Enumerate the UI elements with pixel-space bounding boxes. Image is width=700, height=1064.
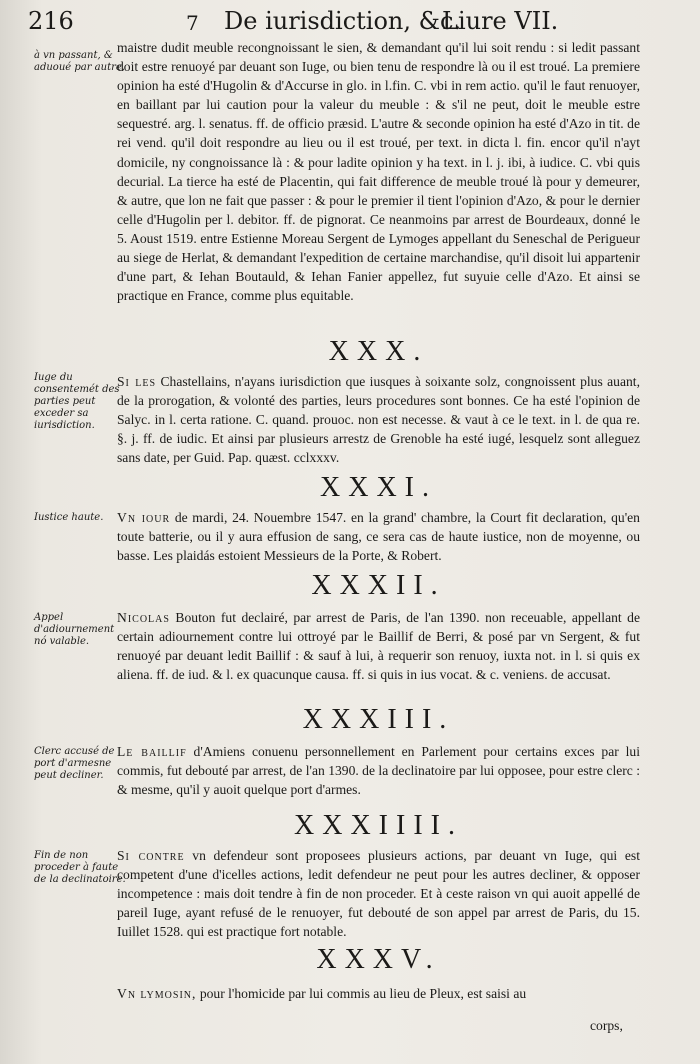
book-number: Liure VII. <box>442 7 559 35</box>
paragraph <box>117 508 640 565</box>
paragraph-text: d'Amiens conuenu personnellement en Parlement pour certains exces par lui commis, fut debouté par arrest, de l'an 1390. de la declinatoire par lui opposee, pour estre clerc : & mesme, qu'il y auoit quelque port d'armes. <box>117 744 640 798</box>
paragraph-lead: Vn iour <box>117 510 171 525</box>
paragraph-lead: Si les <box>117 374 157 389</box>
margin-note: Clerc accusé de port d'armesne peut decliner. <box>34 746 115 781</box>
catchword: corps, <box>590 1018 623 1033</box>
running-header <box>28 6 678 36</box>
paragraph <box>117 608 640 684</box>
margin-note: Iuge du consentemét des parties peut exceder sa iurisdiction. <box>34 372 120 431</box>
page-number: 216 <box>28 7 74 35</box>
paragraph-text: de mardi, 24. Nouembre 1547. en la grand' chambre, la Court fit declaration, qu'en toute batterie, ou il y aura effusion de sang, ce sera cas de haute iustice, non de moyenne, ou basse. Les plaidás estoient Messieurs de la Porte, & Robert. <box>117 510 640 564</box>
section-heading: XXXIII. <box>302 704 455 735</box>
section-heading: XXXII. <box>311 570 446 601</box>
signature-mark: 7 <box>186 11 199 35</box>
section-heading: XXXI. <box>320 472 437 503</box>
paragraph-text: Chastellains, n'ayans iurisdiction que iusques à soixante solz, congnoissent plus auant, de la prorogation, & volonté des parties, leurs procedures sont bonnes. Ce ha esté l'opinion de Salyc. in l. certa ratione. C. quand. prouoc. non est necesse. & vaut à ce le text. in l. de qua re. §. j. ff. de iudic. Et ainsi par plusieurs arrestz de Grenoble ha esté iugé, lesquelz sont alleguez sans date, per Guid. Pap. quæst. cclxxxv. <box>117 374 640 466</box>
paragraph <box>117 38 640 305</box>
paragraph <box>117 984 640 1003</box>
section-heading: XXX. <box>328 336 429 367</box>
paragraph-text: vn defendeur sont proposees plusieurs actions, par deuant vn Iuge, qui est competent d'une d'icelles actions, ledit defendeur ne peut pour les autres decliner, & opposer incompetence : mais doit tendre à fin de non proceder. Et à ceste raison vn qui auoit appellé de pareil Iuge, ayant refusé de le renuoyer, fut debouté de son appel par arrest de Paris, du 15. Iuillet 1528. qui est practique fort notable. <box>117 848 640 940</box>
paragraph-lead: Si contre <box>117 848 185 863</box>
section-heading: XXXV. <box>316 944 441 975</box>
margin-note: Appel d'adiournement nó valable. <box>34 612 115 647</box>
section-heading: XXXIIII. <box>294 810 463 841</box>
paragraph <box>117 846 640 941</box>
paragraph-lead: Le baillif <box>117 744 187 759</box>
paragraph-text: Bouton fut declairé, par arrest de Paris, de l'an 1390. non receuable, appellant de certain adiournement contre lui ottroyé par le Baillif de Berri, & posé par vn Sergent, & fut renuoyé par deuant ledit Baillif : & sauf à lui, à requerir son renuoy, iuxta not. in l. si quis ex aliena. ff. de iud. & l. ex quacunque causa. ff. si quis in ius vocat. & c. veniens. de accusat. <box>117 610 640 683</box>
running-title: De iurisdiction, &c. <box>224 7 462 35</box>
paragraph-lead: Vn lymosin, <box>117 986 197 1001</box>
paragraph-text: maistre dudit meuble recongnoissant le sien, & demandant qu'il lui soit rendu : si ledit passant doit estre renuoyé par deuant son Iuge, ou bien tenu de respondre là ou il est troué. La premiere opinion ha esté d'Hugolin & d'Accurse in glo. in l.fin. C. vbi in rem actio. qu'il le faut renuoyer, en baillant par lui caution pour la valeur du meuble : & s'il ne peut, doit le meuble estre sequestré. arg. l. senatus. ff. de officio præsid. L'autre & seconde opinion ha esté d'Azo in tit. de rei vend. qu'il doit respondre au lieu ou il est troué, per text. in dicta l. fin. encor qu'il n'ayt domicile, ny congnoissance là : & pour ladite opinion y ha text. in l. j. ibi, à iudice. C. vbi quis decurial. La tierce ha esté de Placentin, qui fait difference de meuble troué là pour y demeurer, & autre, que lon ne fait que passer : & pour le premier il tient l'opinion d'Azo, & pour le dernier celle d'Hugolin per l. debitor. ff. de pignorat. Ce neanmoins par arrest de Bourdeaux, donné le 5. Aoust 1519. entre Estienne Moreau Sergent de Lymoges appellant du Seneschal de Perigueur au siege de Herlat, & demandant l'expedition de certaine marchandise, qu'il disoit lui appartenir d'une part, & Iehan Boutauld, & Iehan Fanier appellez, fut suyuie celle d'Azo. Et ainsi se practique en France, comme plus equitable. <box>117 40 640 304</box>
margin-note: Fin de non proceder à faute de la declinatoire. <box>34 850 126 885</box>
paragraph <box>117 742 640 799</box>
paragraph-lead: Nicolas <box>117 610 170 625</box>
margin-note: à vn passant, & aduoué par autre. <box>34 50 125 73</box>
paragraph-text: pour l'homicide par lui commis au lieu de Pleux, est saisi au <box>199 986 527 1001</box>
paragraph <box>117 372 640 467</box>
margin-note: Iustice haute. <box>34 512 104 523</box>
